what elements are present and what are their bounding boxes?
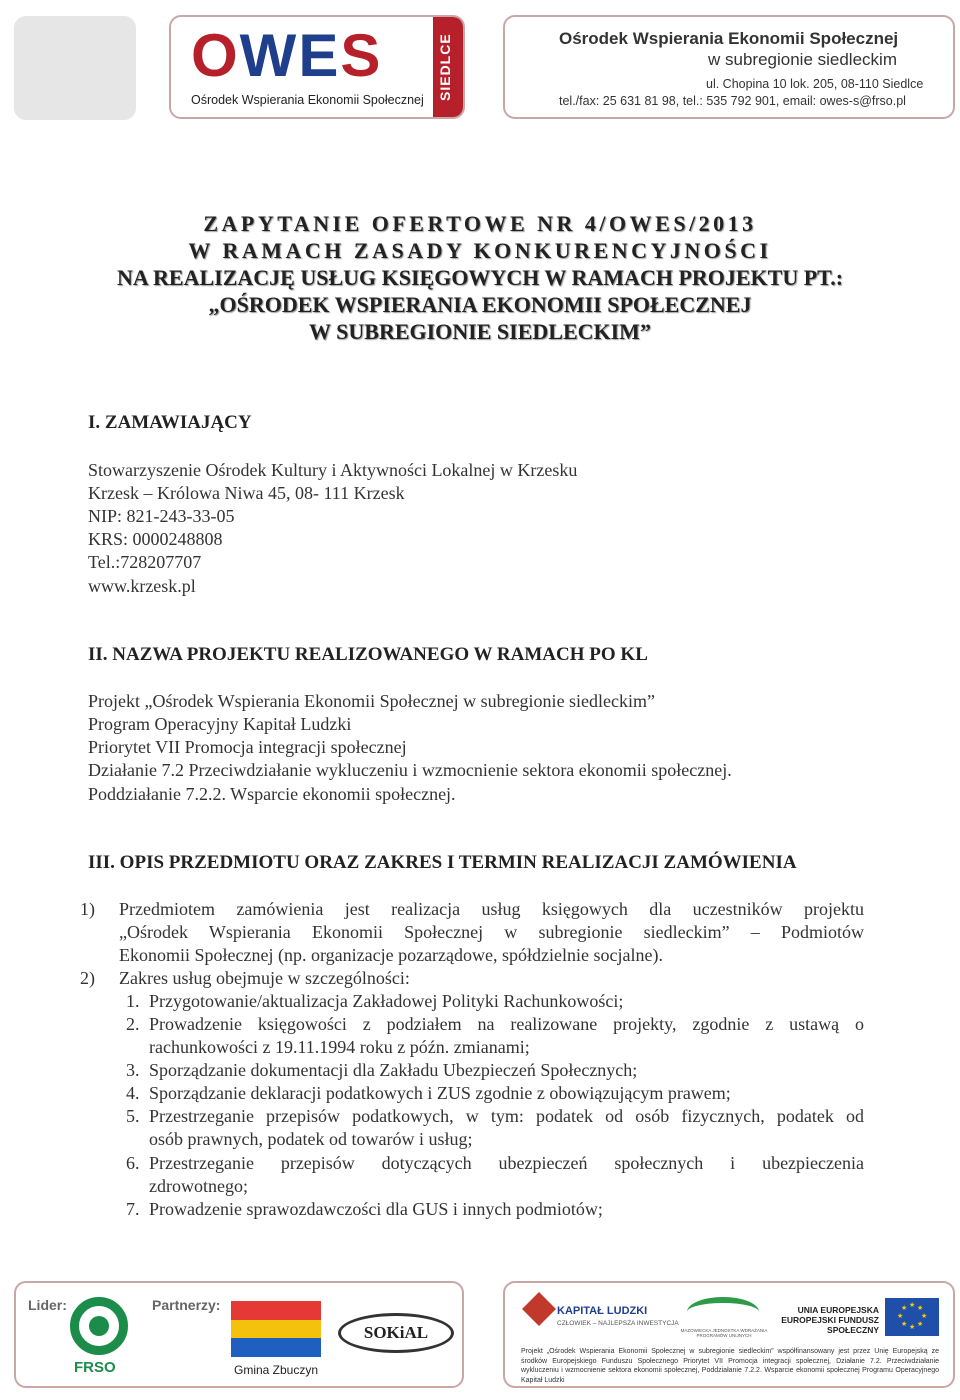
subitem-4-number: 4. — [126, 1083, 140, 1103]
subitem-3-text: Sporządzanie dokumentacji dla Zakładu Ubezpieczeń Społecznych; — [149, 1060, 638, 1080]
orderer-phone: Tel.:728207707 — [88, 552, 202, 572]
eu-label: UNIA EUROPEJSKA EUROPEJSKI FUNDUSZ SPOŁECZNY — [781, 1305, 879, 1335]
orderer-nip: NIP: 821-243-33-05 — [88, 506, 235, 526]
subitem-7-number: 7. — [126, 1199, 140, 1219]
contact-subtitle: w subregionie siedleckim — [708, 50, 897, 69]
kapital-ludzki-title: KAPITAŁ LUDZKI — [557, 1305, 648, 1317]
title-line-1: ZAPYTANIE OFERTOWE NR 4/OWES/2013 — [203, 211, 757, 236]
partners-label: Partnerzy: — [152, 1297, 221, 1313]
title-line-4: „OŚRODEK WSPIERANIA EKONOMII SPOŁECZNEJ — [208, 292, 752, 317]
leader-label: Lider: — [28, 1297, 67, 1313]
subitem-2-line-1: Prowadzenie księgowości z podziałem na realizowane projekty, zgodnie z ustawą o — [149, 1014, 864, 1034]
contact-phone-email: tel./fax: 25 631 81 98, tel.: 535 792 901, email: owes-s@frso.pl — [559, 94, 906, 108]
subitem-4-text: Sporządzanie deklaracji podatkowych i ZUS zgodnie z obowiązującym prawem; — [149, 1083, 731, 1103]
frso-logo-text: FRSO — [74, 1359, 116, 1376]
section-1-heading: I. ZAMAWIAJĄCY — [88, 412, 252, 433]
subitem-6-line-2: zdrowotnego; — [149, 1176, 248, 1196]
subitem-3-number: 3. — [126, 1060, 140, 1080]
title-line-5: W SUBREGIONIE SIEDLECKIM” — [309, 319, 651, 344]
owes-logo — [169, 15, 465, 119]
item-1-line-1: Przedmiotem zamówienia jest realizacja usług księgowych dla uczestników projektu — [119, 899, 864, 919]
header-placeholder-box — [14, 16, 136, 120]
sokial-logo: SOKiAL — [338, 1313, 454, 1353]
funding-statement: Projekt „Ośrodek Wspierania Ekonomii Społecznej w subregionie siedleckim” współfinansowany jest przez Unię Europejską ze środków Europejskiego Funduszu Społecznego Priorytet VII Promocja integracji społecznej, Działanie 7.2. Przeciwdziałanie wykluczeniu i wzmocnienie sektora ekonomii społecznej, Poddziałanie 7.2.2. Wsparcie ekonomii społecznej Programu Operacyjnego Kapitał Ludzki — [521, 1348, 939, 1384]
siedlce-label: SIEDLCE — [437, 33, 453, 101]
eu-flag-icon: ★ ★ ★ ★ ★ ★ ★ ★ — [885, 1298, 939, 1336]
kapital-ludzki-subtitle: CZŁOWIEK – NAJLEPSZA INWESTYCJA — [557, 1320, 679, 1327]
subitem-1-number: 1. — [126, 991, 140, 1011]
orderer-website-link[interactable]: www.krzesk.pl — [88, 576, 196, 596]
contact-header — [503, 15, 955, 119]
orderer-name: Stowarzyszenie Ośrodek Kultury i Aktywności Lokalnej w Krzesku — [88, 460, 578, 480]
subitem-1-text: Przygotowanie/aktualizacja Zakładowej Polityki Rachunkowości; — [149, 991, 624, 1011]
item-1-number: 1) — [80, 899, 95, 919]
subitem-2-line-2: rachunkowości z 19.11.1994 roku z późn. zmianami; — [149, 1037, 530, 1057]
orderer-krs: KRS: 0000248808 — [88, 529, 223, 549]
title-line-2: W RAMACH ZASADY KONKURENCYJNOŚCI — [188, 238, 772, 263]
kapital-ludzki-star-icon — [522, 1292, 556, 1326]
gmina-flag-icon — [231, 1301, 321, 1357]
contact-address: ul. Chopina 10 lok. 205, 08-110 Siedlce — [706, 77, 924, 91]
item-1-line-3: Ekonomii Społecznej (np. organizacje pozarządowe, spółdzielnie socjalne). — [119, 945, 663, 965]
title-line-3: NA REALIZACJĘ USŁUG KSIĘGOWYCH W RAMACH PROJEKTU PT.: — [116, 265, 844, 290]
contact-title: Ośrodek Wspierania Ekonomii Społecznej — [559, 29, 899, 48]
subitem-7-text: Prowadzenie sprawozdawczości dla GUS i innych podmiotów; — [149, 1199, 603, 1219]
footer-partners — [14, 1281, 464, 1388]
item-2-number: 2) — [80, 968, 95, 988]
project-name: Projekt „Ośrodek Wspierania Ekonomii Społecznej w subregionie siedleckim” — [88, 691, 656, 711]
measure-name: Działanie 7.2 Przeciwdziałanie wykluczeniu i wzmocnienie sektora ekonomii społecznej. — [88, 760, 732, 780]
subitem-5-line-1: Przestrzeganie przepisów podatkowych, w tym: podatek od osób fizycznych, podatek od — [149, 1106, 864, 1126]
subitem-2-number: 2. — [126, 1014, 140, 1034]
submeasure-name: Poddziałanie 7.2.2. Wsparcie ekonomii społecznej. — [88, 784, 456, 804]
subitem-5-number: 5. — [126, 1106, 140, 1126]
document-title — [0, 210, 960, 345]
owes-logo-subtitle: Ośrodek Wspierania Ekonomii Społecznej — [191, 93, 424, 107]
subitem-5-line-2: osób prawnych, podatek od towarów i usług; — [149, 1129, 473, 1149]
mazowiecka-label: MAZOWIECKA JEDNOSTKA WDRAŻANIA PROGRAMÓW UNIJNYCH — [680, 1328, 768, 1338]
subitem-6-number: 6. — [126, 1153, 140, 1173]
item-1-line-2: „Ośrodek Wspierania Ekonomii Społecznej w subregionie siedleckim” – Podmiotów — [119, 922, 864, 942]
footer-funding — [503, 1281, 955, 1388]
mazowiecka-arc-icon — [687, 1297, 759, 1327]
priority-name: Priorytet VII Promocja integracji społecznej — [88, 737, 407, 757]
siedlce-strip — [433, 17, 463, 117]
owes-logo-word — [191, 21, 382, 90]
gmina-label: Gmina Zbuczyn — [234, 1363, 319, 1377]
orderer-address: Krzesk – Królowa Niwa 45, 08- 111 Krzesk — [88, 483, 405, 503]
section-2-heading: II. NAZWA PROJEKTU REALIZOWANEGO W RAMACH PO KL — [88, 644, 648, 665]
frso-logo-icon — [70, 1297, 128, 1355]
section-3-heading: III. OPIS PRZEDMIOTU ORAZ ZAKRES I TERMIN REALIZACJI ZAMÓWIENIA — [88, 852, 797, 873]
subitem-6-line-1: Przestrzeganie przepisów dotyczących ubezpieczeń społecznych i ubezpieczenia — [149, 1153, 864, 1173]
program-name: Program Operacyjny Kapitał Ludzki — [88, 714, 352, 734]
item-2-text: Zakres usług obejmuje w szczególności: — [119, 968, 410, 988]
owes-logo-text: OWES — [191, 22, 383, 89]
